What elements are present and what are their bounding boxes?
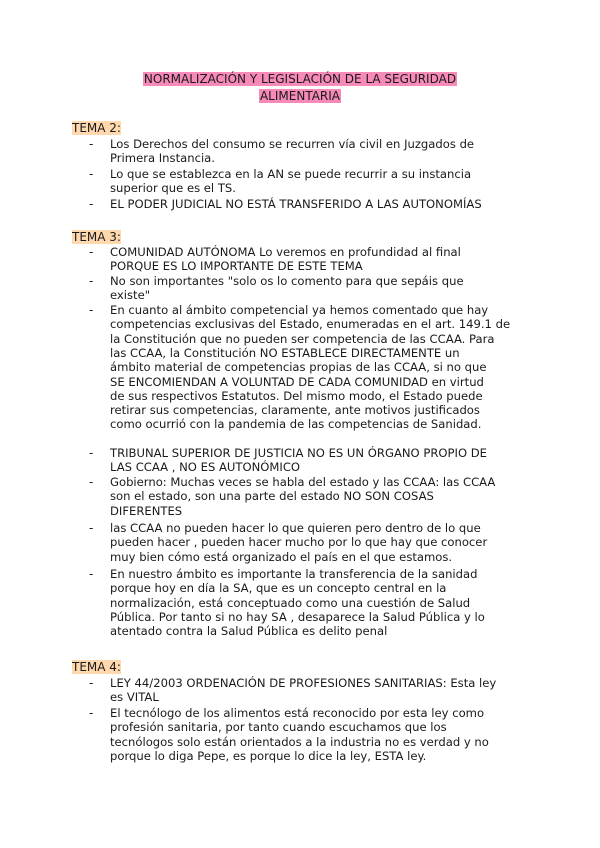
list-item-line: normalización, está conceptuado como una cuestión de Salud xyxy=(110,595,471,610)
list-item-line: No son importantes "solo os lo comento para que sepáis que xyxy=(110,274,464,288)
list-item-line: COMUNIDAD AUTÓNOMA Lo veremos en profundidad al final xyxy=(110,245,461,259)
section-heading-text: TEMA 2: xyxy=(72,121,121,135)
bullet-dash: - xyxy=(89,303,94,317)
list-item-line: DIFERENTES xyxy=(110,503,183,518)
list-item-line: En cuanto al ámbito competencial ya hemos comentado que hay xyxy=(110,303,489,317)
list-item-line: las CCAA no pueden hacer lo que quieren pero dentro de lo que xyxy=(110,521,481,535)
list-item-line: LAS CCAA , NO ES AUTONÓMICO xyxy=(110,460,301,475)
bullet-dash: - xyxy=(89,197,94,211)
list-item-line: Pública. Por tanto si no hay SA , desaparece la Salud Pública y lo xyxy=(110,609,485,624)
list-item-line: atentado contra la Salud Pública es delito penal xyxy=(110,624,388,639)
section-heading xyxy=(72,121,121,136)
list-item-line: Primera Instancia. xyxy=(110,151,215,166)
section-heading xyxy=(72,230,121,245)
list-item-line: EL PODER JUDICIAL NO ESTÁ TRANSFERIDO A LAS AUTONOMÍAS xyxy=(110,197,482,211)
list-item-line: Lo que se establezca en la AN se puede recurrir a su instancia xyxy=(110,167,472,181)
list-item-line: porque hoy en día la SA, que es un concepto central en la xyxy=(110,581,447,596)
list-item-line: tecnólogos solo están orientados a la industria no es verdad y no xyxy=(110,734,489,749)
bullet-dash: - xyxy=(89,167,94,181)
section-heading-text: TEMA 3: xyxy=(72,230,121,244)
document-title-line-1: NORMALIZACIÓN Y LEGISLACIÓN DE LA SEGURIDAD xyxy=(143,72,457,86)
bullet-dash: - xyxy=(89,706,94,720)
list-item-line: de sus respectivos Estatutos. Del mismo modo, el Estado puede xyxy=(110,388,483,403)
list-item-line: competencias exclusivas del Estado, enumeradas en el art. 149.1 de xyxy=(110,317,511,332)
list-item-line: PORQUE ES LO IMPORTANTE DE ESTE TEMA xyxy=(110,259,363,274)
bullet-dash: - xyxy=(89,274,94,288)
list-item-line: retirar sus competencias, claramente, ante motivos justificados xyxy=(110,403,480,418)
list-item-line: ámbito material de competencias propias de las CCAA, si no que xyxy=(110,360,487,375)
section-heading-text: TEMA 4: xyxy=(72,660,121,674)
list-item-line: muy bien cómo está organizado el país en el que estamos. xyxy=(110,549,453,564)
list-item-line: profesión sanitaria, por tanto cuando escuchamos que los xyxy=(110,720,447,735)
bullet-dash: - xyxy=(89,245,94,259)
list-item-line: TRIBUNAL SUPERIOR DE JUSTICIA NO ES UN ÓRGANO PROPIO DE xyxy=(110,446,488,460)
list-item-line: Los Derechos del consumo se recurren vía civil en Juzgados de xyxy=(110,137,475,151)
list-item-line: Gobierno: Muchas veces se habla del estado y las CCAA: las CCAA xyxy=(110,475,496,489)
section-heading xyxy=(72,660,121,675)
list-item-line: las CCAA, la Constitución NO ESTABLECE DIRECTAMENTE un xyxy=(110,345,460,360)
bullet-dash: - xyxy=(89,521,94,535)
document-title-line-2: ALIMENTARIA xyxy=(259,89,341,103)
list-item-line: LEY 44/2003 ORDENACIÓN DE PROFESIONES SANITARIAS: Esta ley xyxy=(110,676,497,690)
list-item-line: SE ENCOMIENDAN A VOLUNTAD DE CADA COMUNIDAD en virtud xyxy=(110,374,484,389)
bullet-dash: - xyxy=(89,676,94,690)
list-item-line: existe" xyxy=(110,288,151,303)
bullet-dash: - xyxy=(89,137,94,151)
bullet-dash: - xyxy=(89,446,94,460)
list-item-line: la Constitución que no pueden ser competencia de las CCAA. Para xyxy=(110,331,495,346)
list-item-line: es VITAL xyxy=(110,690,159,705)
list-item-line: como ocurrió con la pandemia de las competencias de Sanidad. xyxy=(110,417,482,432)
list-item-line: superior que es el TS. xyxy=(110,181,236,196)
list-item-line: porque lo diga Pepe, es porque lo dice la ley, ESTA ley. xyxy=(110,748,427,763)
list-item-line: son el estado, son una parte del estado NO SON COSAS xyxy=(110,489,434,504)
list-item-line: pueden hacer , pueden hacer mucho por lo que hay que conocer xyxy=(110,535,488,550)
bullet-dash: - xyxy=(89,475,94,489)
list-item-line: En nuestro ámbito es importante la transferencia de la sanidad xyxy=(110,567,478,581)
bullet-dash: - xyxy=(89,567,94,581)
list-item-line: El tecnólogo de los alimentos está reconocido por esta ley como xyxy=(110,706,485,720)
